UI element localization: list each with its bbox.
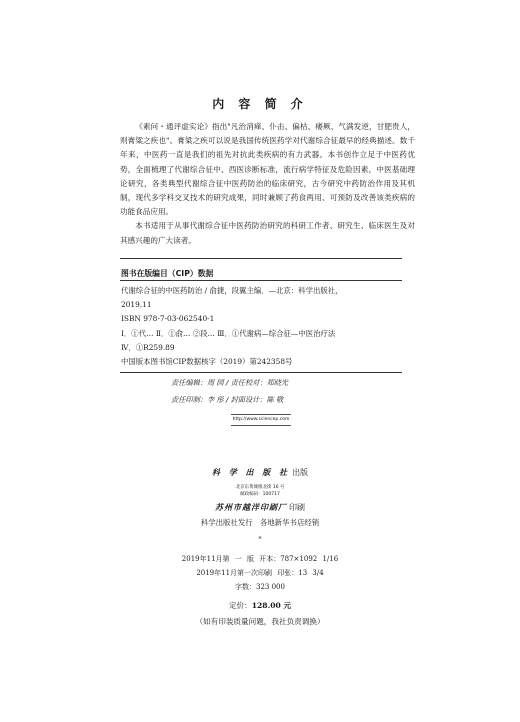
price-label: 定价： xyxy=(228,601,252,610)
intro-text xyxy=(120,120,415,248)
printer-brand: 苏州市越洋印刷厂 xyxy=(215,502,287,512)
postal-code: 邮政编码：100717 xyxy=(240,492,280,497)
distribution-line: 科学出版社发行 各地新华书店经销 xyxy=(200,518,320,527)
quality-note: （如有印装质量问题，我社负责调换） xyxy=(195,617,325,626)
divider-cip xyxy=(120,280,402,281)
publisher-url: http://www.sciencep.com xyxy=(232,417,290,422)
cip-line: 代谢综合征的中医药防治 / 俞捷，段翼主编．—北京：科学出版社， xyxy=(121,286,343,295)
publisher-suffix: 出版 xyxy=(292,468,309,477)
publisher-brand: 科 学 出 版 社 xyxy=(211,467,291,477)
credits-line-1: 责任编辑：周 园 / 责任校对：郑晓光 xyxy=(171,378,289,387)
divider-bottom xyxy=(120,372,402,373)
credits-line-2: 责任印制：李 彤 / 封面设计：陈 敬 xyxy=(171,395,284,404)
word-count: 字数：323 000 xyxy=(235,583,285,591)
intro-paragraph-2: 本书适用于从事代谢综合征中医药防治研究的科研工作者、研究生、临床医生及对其感兴趣的广大读者。 xyxy=(120,221,415,245)
publisher-line xyxy=(0,467,520,478)
cip-line: ISBN 978-7-03-062540-1 xyxy=(121,314,215,324)
intro-paragraph-1: 《素问・通评虚实论》指出"凡治消瘅、仆击、偏枯、痿厥、气满发逆，甘肥贵人，则膏粱之疾也"。膏粱之疾可以说是我国传统医药学对代谢综合征最早的经典描述。数千年来，中医药一直是我们的祖先对抗此类疾病的有力武器。本书创作立足于中医药优势，全面梳理了代谢综合征中、西医诊断标准，流行病学特征及危险因素，中医基础理论研究，各类典型代谢综合征中医药防治的临床研究，古今研究中药防治作用及其机制，现代多学科交叉技术的研究成果，同时兼顾了药食两用、可预防及改善该类疾病的功能食品应用。 xyxy=(120,122,415,217)
separator-star: * xyxy=(258,536,262,543)
divider-top xyxy=(120,258,402,259)
edition-line-1: 2019年11月第 一 版 开本：787×1092 1/16 xyxy=(181,555,339,563)
cip-line: 中国版本图书馆CIP数据核字（2019）第242358号 xyxy=(121,357,293,367)
cip-line: 2019.11 xyxy=(121,300,152,310)
printer-line xyxy=(0,502,520,513)
publisher-address: 北京东黄城根北街 16 号 xyxy=(235,485,285,490)
price-line xyxy=(0,600,520,611)
cip-heading: 图书在版编目（CIP）数据 xyxy=(121,269,214,278)
cip-line: Ⅳ．①R259.89 xyxy=(121,342,175,352)
price-value: 128.00 元 xyxy=(251,601,292,610)
cip-data xyxy=(121,284,403,369)
cip-line: Ⅰ．①代… Ⅱ．①俞… ②段… Ⅲ．①代谢病—综合征—中医治疗法 xyxy=(121,328,336,338)
intro-title: 内 容 简 介 xyxy=(212,97,308,111)
edition-line-2: 2019年11月第一次印刷 印张：13 3/4 xyxy=(196,569,324,577)
printer-suffix: 印刷 xyxy=(289,503,305,512)
